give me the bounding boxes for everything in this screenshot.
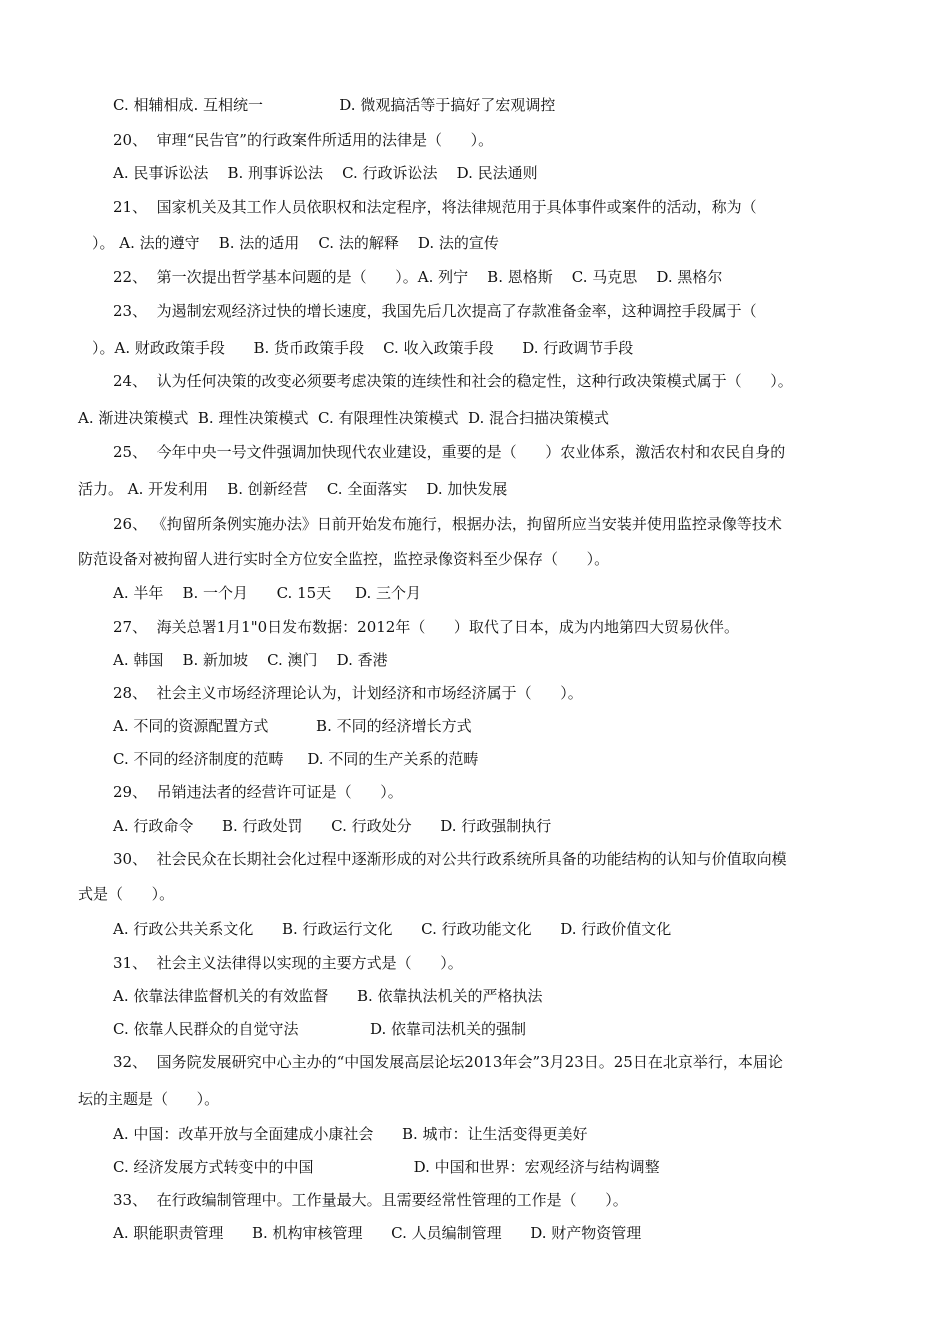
question-21: 21、 国家机关及其工作人员依职权和法定程序，将法律规范用于具体事件或案件的活动，称为（ <box>113 198 757 216</box>
question-20: 20、 审理“民告官”的行政案件所适用的法律是（ ）。 <box>113 131 494 149</box>
options-20: A. 民事诉讼法 B. 刑事诉讼法 C. 行政诉讼法 D. 民法通则 <box>113 164 538 182</box>
question-22: 22、 第一次提出哲学基本问题的是（ ）。A. 列宁 B. 恩格斯 C. 马克思 D. 黑格尔 <box>113 268 723 286</box>
text-line: C. 相辅相成. 互相统一 D. 微观搞活等于搞好了宏观调控 <box>113 96 556 114</box>
question-32-cont: 坛的主题是（ ）。 <box>78 1090 220 1108</box>
question-24: 24、 认为任何决策的改变必须要考虑决策的连续性和社会的稳定性，这种行政决策模式属于（ ）。 <box>113 372 793 390</box>
options-24: A. 渐进决策模式 B. 理性决策模式 C. 有限理性决策模式 D. 混合扫描决策模式 <box>78 409 610 427</box>
question-33: 33、 在行政编制管理中。工作量最大。且需要经常性管理的工作是（ ）。 <box>113 1191 628 1209</box>
options-26: A. 半年 B. 一个月 C. 15天 D. 三个月 <box>113 584 422 602</box>
question-27: 27、 海关总署1月1"0日发布数据：2012年（ ）取代了日本，成为内地第四大贸易伙伴。 <box>113 618 739 636</box>
options-21: ）。 A. 法的遵守 B. 法的适用 C. 法的解释 D. 法的宣传 <box>92 234 499 252</box>
question-26-cont: 防范设备对被拘留人进行实时全方位安全监控，监控录像资料至少保存（ ）。 <box>78 550 610 568</box>
options-31-cd: C. 依靠人民群众的自觉守法 D. 依靠司法机关的强制 <box>113 1020 527 1038</box>
question-29: 29、 吊销违法者的经营许可证是（ ）。 <box>113 783 403 801</box>
question-28: 28、 社会主义市场经济理论认为，计划经济和市场经济属于（ ）。 <box>113 684 583 702</box>
options-27: A. 韩国 B. 新加坡 C. 澳门 D. 香港 <box>113 651 388 669</box>
options-32-cd: C. 经济发展方式转变中的中国 D. 中国和世界：宏观经济与结构调整 <box>113 1158 660 1176</box>
question-23: 23、 为遏制宏观经济过快的增长速度，我国先后几次提高了存款准备金率，这种调控手段属于（ <box>113 302 757 320</box>
question-25: 25、 今年中央一号文件强调加快现代农业建设，重要的是（ ）农业体系，激活农村和农民自身的 <box>113 443 786 461</box>
options-25: 活力。 A. 开发利用 B. 创新经营 C. 全面落实 D. 加快发展 <box>78 480 508 498</box>
options-29: A. 行政命令 B. 行政处罚 C. 行政处分 D. 行政强制执行 <box>113 817 552 835</box>
options-23: ）。A. 财政政策手段 B. 货币政策手段 C. 收入政策手段 D. 行政调节手段 <box>92 339 634 357</box>
question-30: 30、 社会民众在长期社会化过程中逐渐形成的对公共行政系统所具备的功能结构的认知与价值取向模 <box>113 850 787 868</box>
options-33: A. 职能职责管理 B. 机构审核管理 C. 人员编制管理 D. 财产物资管理 <box>113 1224 642 1242</box>
options-28-ab: A. 不同的资源配置方式 B. 不同的经济增长方式 <box>113 717 472 735</box>
options-28-cd: C. 不同的经济制度的范畴 D. 不同的生产关系的范畴 <box>113 750 479 768</box>
question-30-cont: 式是（ ）。 <box>78 885 175 903</box>
options-30: A. 行政公共关系文化 B. 行政运行文化 C. 行政功能文化 D. 行政价值文化 <box>113 920 672 938</box>
options-31-ab: A. 依靠法律监督机关的有效监督 B. 依靠执法机关的严格执法 <box>113 987 543 1005</box>
question-26: 26、 《拘留所条例实施办法》日前开始发布施行，根据办法，拘留所应当安装并使用监控录像等技术 <box>113 515 782 533</box>
question-32: 32、 国务院发展研究中心主办的“中国发展高层论坛2013年会”3月23日。25日在北京举行，本届论 <box>113 1053 783 1071</box>
options-32-ab: A. 中国：改革开放与全面建成小康社会 B. 城市：让生活变得更美好 <box>113 1125 588 1143</box>
question-31: 31、 社会主义法律得以实现的主要方式是（ ）。 <box>113 954 463 972</box>
